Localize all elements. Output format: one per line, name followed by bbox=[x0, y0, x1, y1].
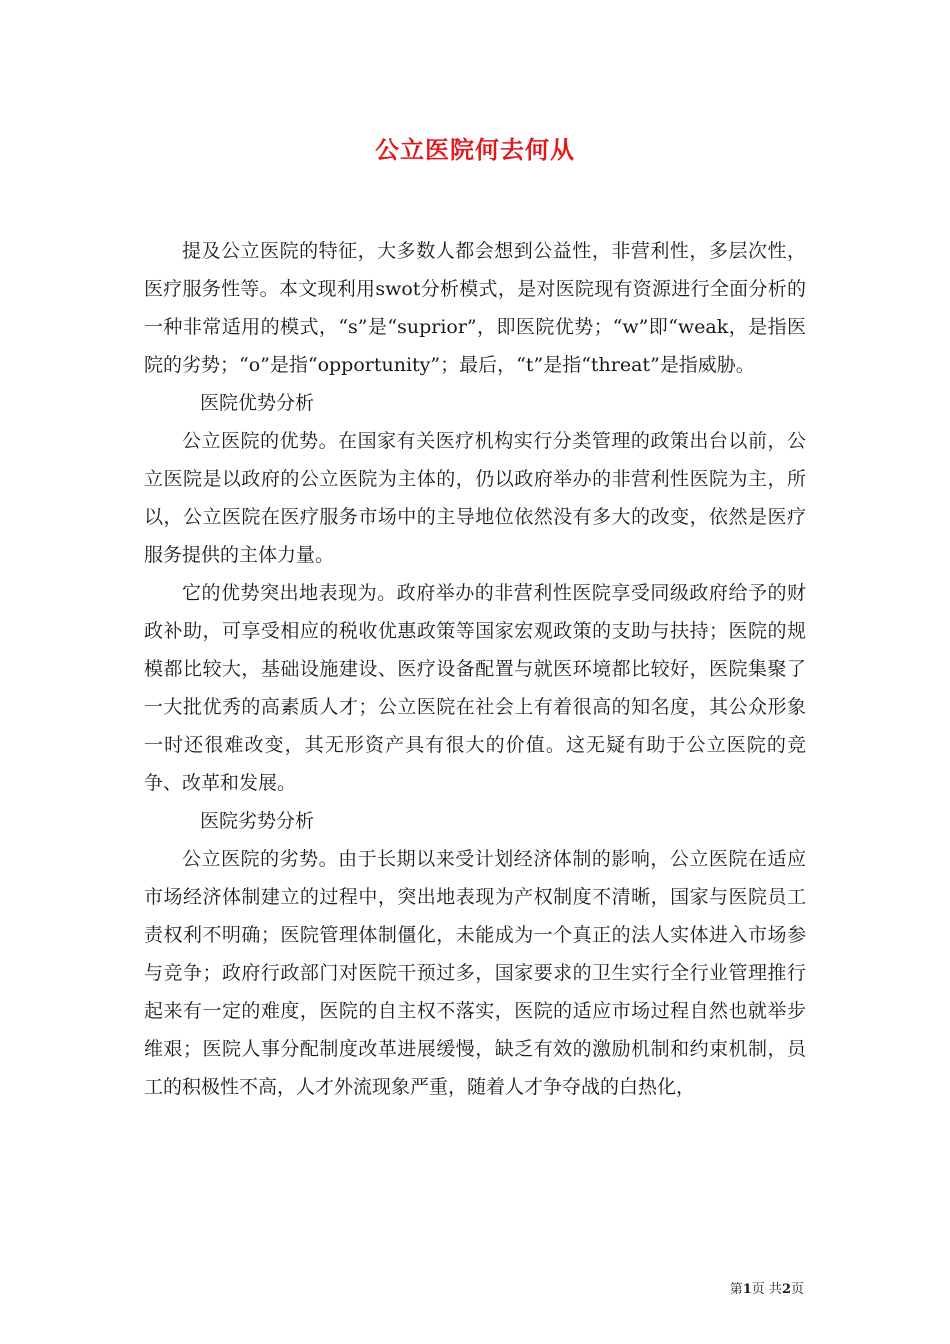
document-title: 公立医院何去何从 bbox=[375, 135, 575, 164]
footer-suffix: 页 bbox=[790, 1282, 804, 1297]
paragraph-strengths-detail: 它的优势突出地表现为。政府举办的非营利性医院享受同级政府给予的财政补助，可享受相应的税收优惠政策等国家宏观政策的支助与扶持；医院的规模都比较大，基础设施建设、医疗设备配置与就医环境都比较好，医院集聚了一大批优秀的高素质人才；公立医院在社会上有着很高的知名度，其公众形象一时还很难改变，其无形资产具有很大的价值。这无疑有助于公立医院的竞争、改革和发展。 bbox=[144, 582, 806, 794]
footer-current-page: 1 bbox=[742, 1282, 752, 1297]
document-body bbox=[144, 232, 806, 1106]
page-number-footer bbox=[730, 1278, 804, 1297]
paragraph-strengths: 公立医院的优势。在国家有关医疗机构实行分类管理的政策出台以前，公立医院是以政府的公立医院为主体的，仍以政府举办的非营利性医院为主，所以，公立医院在医疗服务市场中的主导地位依然没有多大的改变，依然是医疗服务提供的主体力量。 bbox=[144, 430, 806, 566]
footer-prefix: 第 bbox=[729, 1282, 743, 1297]
footer-middle: 页 共 bbox=[751, 1282, 782, 1297]
paragraph-intro: 提及公立医院的特征，大多数人都会想到公益性，非营利性，多层次性，医疗服务性等。本文现利用swot分析模式，是对医院现有资源进行全面分析的一种非常适用的模式，“s”是“suprior”，即医院优势；“w”即“weak，是指医院的劣势；“o”是指“opportunity”；最后，“t”是指“threat”是指威胁。 bbox=[144, 240, 806, 376]
footer-total-pages: 2 bbox=[781, 1282, 791, 1297]
section-heading-strengths: 医院优势分析 bbox=[200, 392, 315, 414]
paragraph-weaknesses: 公立医院的劣势。由于长期以来受计划经济体制的影响，公立医院在适应市场经济体制建立的过程中，突出地表现为产权制度不清晰，国家与医院员工责权利不明确；医院管理体制僵化，未能成为一个真正的法人实体进入市场参与竞争；政府行政部门对医院干预过多，国家要求的卫生实行全行业管理推行起来有一定的难度，医院的自主权不落实，医院的适应市场过程自然也就举步维艰；医院人事分配制度改革进展缓慢，缺乏有效的激励机制和约束机制，员工的积极性不高，人才外流现象严重，随着人才争夺战的白热化， bbox=[144, 848, 806, 1098]
section-heading-weaknesses: 医院劣势分析 bbox=[200, 810, 315, 832]
